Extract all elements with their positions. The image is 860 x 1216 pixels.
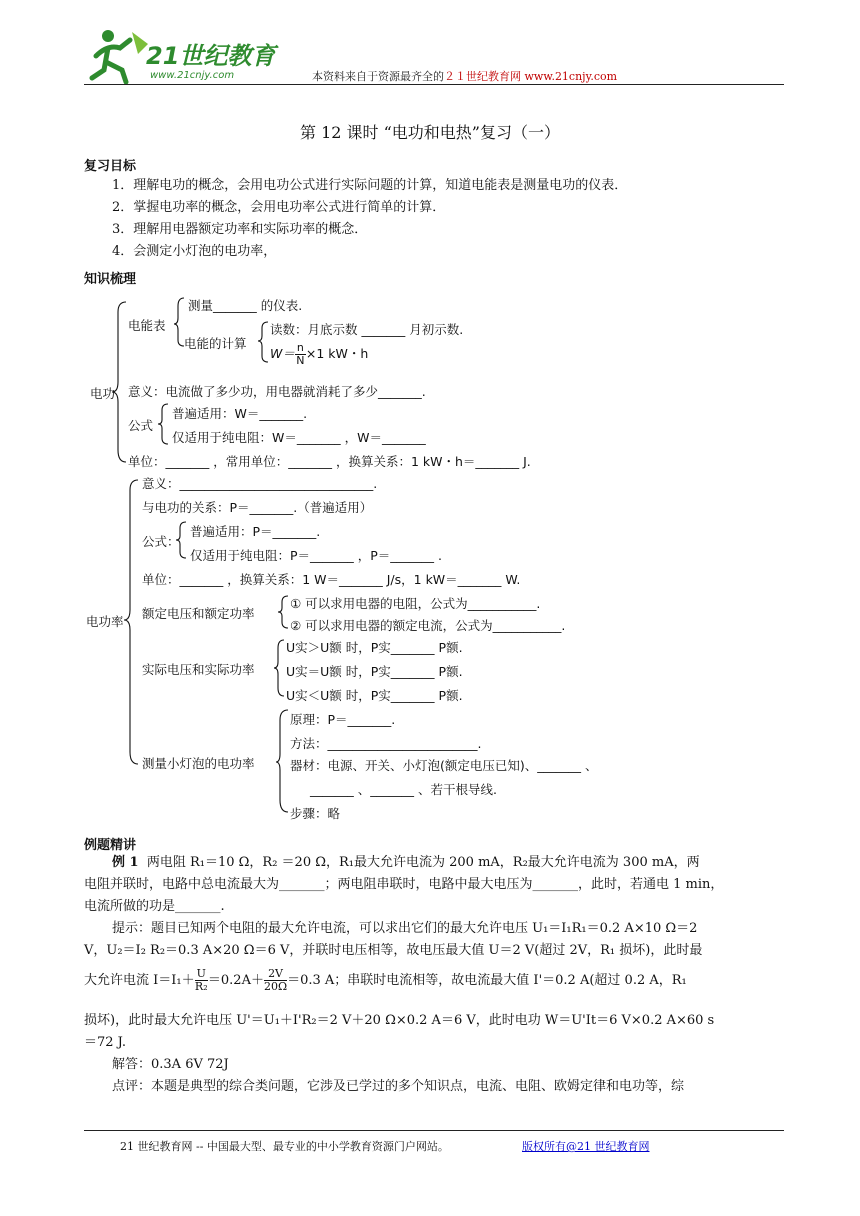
review-heading: 复习目标 <box>84 159 137 174</box>
dg-formula-w <box>270 342 368 367</box>
gl-root: 电功率 <box>86 614 124 629</box>
gl-rated: 额定电压和额定功率 <box>142 606 255 621</box>
dg-meaning: 意义：电流做了多少功，用电器就消耗了多少_______. <box>128 384 426 399</box>
dg-fraction <box>295 342 306 367</box>
example-q1-text: 两电阻 R₁＝10 Ω，R₂ ＝20 Ω，R₁最大允许电流为 200 mA，R₂最大允许电流为 300 mA，两 <box>146 855 700 870</box>
hint-3c: ＝0.3 A；串联时电流相等，故电流最大值 I'＝0.2 A(超过 0.2 A，R₁ <box>287 973 687 988</box>
gl-measure-5: 步骤：略 <box>290 806 341 821</box>
review-item-1: 1．理解电功的概念，会用电功公式进行实际问题的计算，知道电能表是测量电功的仪表． <box>112 178 628 193</box>
dg-root: 电功 <box>90 386 116 401</box>
footer-rule <box>84 1130 784 1131</box>
frac-u-num: U <box>196 967 206 980</box>
svg-text:www.21cnjy.com: www.21cnjy.com <box>150 70 235 81</box>
footer-left: 21 世纪教育网 -- 中国最大型、最专业的中小学教育资源门户网站。 <box>120 1140 449 1153</box>
hint-1: 提示：题目已知两个电阻的最大允许电流，可以求出它们的最大允许电压 U₁＝I₁R₁＝0.2 A×10 Ω＝2 <box>112 921 698 936</box>
frac-u-r2 <box>195 968 208 993</box>
example-q3: 电流所做的功是_______. <box>84 899 225 914</box>
knowledge-heading: 知识梳理 <box>84 272 137 287</box>
dg-reading: 读数：月底示数 _______ 月初示数. <box>270 322 464 337</box>
svg-text:21世纪教育: 21世纪教育 <box>146 42 276 70</box>
review-item-2: 2．掌握电功率的概念，会用电功率公式进行简单的计算． <box>112 200 446 215</box>
answer: 解答：0.3A 6V 72J <box>112 1057 229 1072</box>
gl-unit: 单位：_______ ，换算关系：1 W＝_______ J/s，1 kW＝_______ W. <box>142 572 521 587</box>
gl-pure: 仅适用于纯电阻：P＝_______ ，P＝_______ . <box>190 548 442 563</box>
gl-measure-4: _______ 、_______ 、若干根导线. <box>310 782 497 797</box>
dg-pure: 仅适用于纯电阻：W＝_______ ，W＝_______ <box>172 430 426 445</box>
review-item-4: 4．会测定小灯泡的电功率， <box>112 244 277 259</box>
page-title: 第 12 课时 “电功和电热”复习（一） <box>300 123 560 142</box>
dg-w-rest: ×1 kW・h <box>305 346 369 361</box>
gl-actual-2: U实＝U额 时，P实_______ P额. <box>286 664 463 679</box>
hint-4: 损坏)，此时最大允许电压 U'＝U₁＋I'R₂＝2 V＋20 Ω×0.2 A＝6 V，此时电功 W＝U'It＝6 V×0.2 A×60 s <box>84 1013 715 1028</box>
gl-formula: 公式： <box>142 534 180 549</box>
hint-3a: 大允许电流 I＝I₁＋ <box>84 973 195 988</box>
gl-rated-1: ① 可以求用电器的电阻，公式为___________. <box>290 596 541 611</box>
example-heading: 例题精讲 <box>84 838 137 853</box>
source-site: ２１世纪教育网 <box>444 70 521 83</box>
dg-calc: 电能的计算 <box>184 336 247 351</box>
gl-measure-1: 原理：P＝_______. <box>290 712 396 727</box>
gl-meaning: 意义：_______________________________. <box>142 476 378 491</box>
frac-2v-den: 20Ω <box>263 980 288 993</box>
gl-general: 普遍适用：P＝_______. <box>190 524 321 539</box>
dg-measure: 测量_______ 的仪表. <box>188 298 303 313</box>
hint-3b: ＝0.2A＋ <box>207 973 264 988</box>
hint-5: ＝72 J. <box>84 1035 127 1050</box>
gl-measure-2: 方法：________________________. <box>290 736 482 751</box>
frac-2v-20 <box>264 968 287 993</box>
source-prefix: 本资料来自于资源最齐全的 <box>312 70 444 83</box>
gl-relation: 与电功的关系：P＝_______.（普遍适用） <box>142 500 373 515</box>
example-label: 例 1 <box>112 855 139 870</box>
dg-frac-num: n <box>296 341 304 354</box>
gl-measure-3: 器材：电源、开关、小灯泡(额定电压已知)、_______ 、 <box>290 758 598 773</box>
frac-2v-num: 2V <box>264 968 287 981</box>
dg-formula: 公式 <box>128 418 154 433</box>
gl-actual-3: U实＜U额 时，P实_______ P额. <box>286 688 463 703</box>
footer-copyright-link[interactable]: 版权所有@21 世纪教育网 <box>522 1140 650 1153</box>
dg-frac-den: N <box>296 354 305 367</box>
gl-actual: 实际电压和实际功率 <box>142 662 255 677</box>
comment: 点评：本题是典型的综合类问题，它涉及已学过的多个知识点，电流、电阻、欧姆定律和电功等，综 <box>112 1079 685 1094</box>
dg-w-label: W＝ <box>270 346 295 361</box>
example-q1 <box>112 852 700 873</box>
gl-actual-1: U实＞U额 时，P实_______ P额. <box>286 640 463 655</box>
source-url[interactable]: www.21cnjy.com <box>524 70 618 83</box>
dg-general: 普遍适用：W＝_______. <box>172 406 308 421</box>
frac-u-den: R₂ <box>194 980 208 993</box>
gl-measure: 测量小灯泡的电功率 <box>142 756 255 771</box>
example-q2: 电阻并联时，电路中总电流最大为_______；两电阻串联时，电路中最大电压为_______，此时，若通电 1 min， <box>84 877 724 892</box>
review-item-3: 3．理解用电器额定功率和实际功率的概念． <box>112 222 368 237</box>
hint-3 <box>84 968 687 993</box>
dg-meter: 电能表 <box>128 318 166 333</box>
hint-2: V，U₂＝I₂ R₂＝0.3 A×20 Ω＝6 V，并联时电压相等，故电压最大值 U＝2 V(超过 2V，R₁ 损坏)，此时最 <box>84 943 703 958</box>
dg-unit: 单位：_______ ，常用单位：_______ ，换算关系：1 kW・h＝_______ J. <box>128 454 531 469</box>
gl-rated-2: ② 可以求用电器的额定电流，公式为___________. <box>290 618 566 633</box>
